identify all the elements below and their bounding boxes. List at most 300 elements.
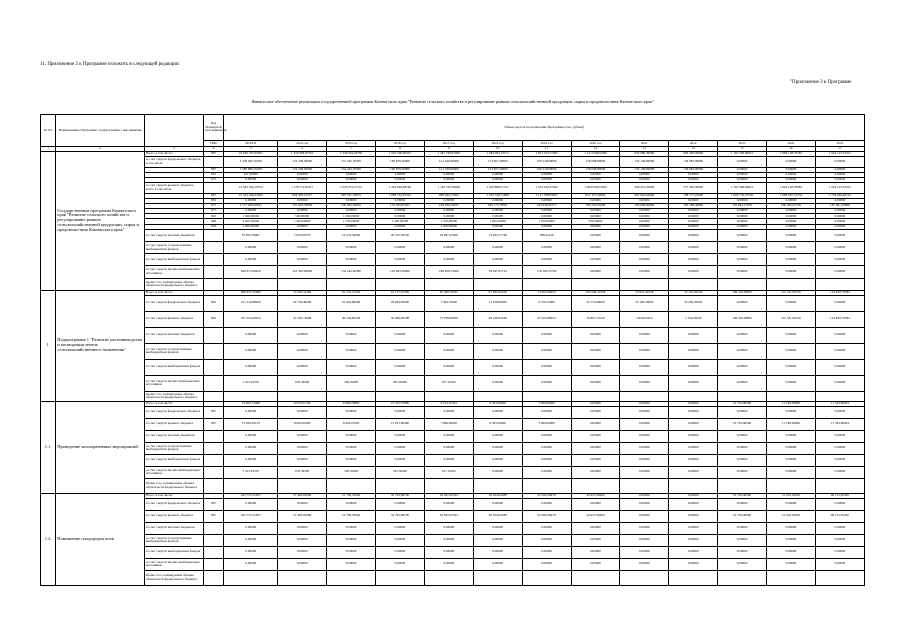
year-value: 0,00000	[815, 406, 864, 418]
year-value: 0,00000	[718, 498, 767, 510]
year-value: 196 608,60600	[620, 203, 669, 208]
total-value	[224, 391, 278, 401]
year-value: 0,00000	[376, 558, 425, 570]
year-value: 11 563,80624	[815, 418, 864, 430]
year-value: 199 518,60000	[522, 167, 571, 172]
year-value: 0,00000	[376, 534, 425, 546]
year-value: 1 700,00000	[522, 219, 571, 224]
year-value: 500,00000	[571, 219, 620, 224]
year-value: 0,00000	[620, 498, 669, 510]
year-value	[424, 478, 473, 493]
year-value: 0,00000	[718, 522, 767, 534]
year-value: 0,00000	[669, 454, 718, 466]
year-value	[718, 478, 767, 493]
year-value: 1 924 125,61612	[815, 183, 864, 193]
year-value: 0,00000	[718, 242, 767, 254]
year-value: 0,00000	[767, 534, 816, 546]
year-value: 0,00000	[571, 214, 620, 219]
table-row	[41, 343, 865, 359]
year-value: 0,00000	[522, 466, 571, 478]
year-value: 35 832,34558	[620, 290, 669, 295]
year-value	[767, 391, 816, 401]
year-value: 0,00000	[327, 242, 376, 254]
funding-source-label: за счет средств государственных внебюджетных фондов	[144, 442, 203, 454]
year-value: 50 832,45594	[424, 510, 473, 522]
year-value: 0,00000	[571, 327, 620, 343]
total-value: 76 855,18067	[224, 229, 278, 241]
year-value: 0,00000	[473, 172, 522, 177]
year-value: 1 763 309,96612	[718, 183, 767, 193]
year-value: 0,00000	[473, 430, 522, 442]
year-value: 0,00000	[669, 493, 718, 498]
year-value: 56 099,09788	[376, 311, 425, 327]
total-value: 0,00000	[224, 430, 278, 442]
table-row	[41, 570, 865, 585]
year-value: 526,35000	[327, 466, 376, 478]
year-value: 7 996,99926	[424, 418, 473, 430]
year-value: 0,00000	[620, 442, 669, 454]
total-value: 0,00000	[224, 454, 278, 466]
year-value: 0,00000	[473, 546, 522, 558]
year-value: 0,00000	[815, 327, 864, 343]
header-year: 2020 год	[571, 141, 620, 147]
year-value	[815, 391, 864, 401]
year-value: 180 175,79381	[473, 203, 522, 208]
year-value: 0,00000	[815, 266, 864, 278]
year-value: 154 242,46380	[327, 266, 376, 278]
year-value: 56 634,02288	[473, 493, 522, 498]
year-value	[522, 391, 571, 401]
year-value	[571, 391, 620, 401]
grbs-code	[203, 254, 223, 266]
year-value: 0,00000	[815, 546, 864, 558]
year-value: 932 080,30000	[620, 152, 669, 157]
year-value: 107,10435	[424, 466, 473, 478]
year-value: 0,00000	[522, 224, 571, 229]
year-value: 107,10435	[424, 375, 473, 391]
table-row	[41, 510, 865, 522]
table-row	[41, 442, 865, 454]
year-value: 33 196,30000	[620, 295, 669, 311]
year-value: 0,00000	[767, 229, 816, 241]
year-value: 0,00000	[620, 224, 669, 229]
year-value: 0,00000	[473, 254, 522, 266]
year-value	[473, 391, 522, 401]
year-value: 0,00000	[376, 442, 425, 454]
year-value: 0,00000	[718, 254, 767, 266]
year-value: 149 863,46650	[327, 203, 376, 208]
year-value: 1 200,00000	[473, 219, 522, 224]
year-value: 0,00000	[767, 558, 816, 570]
total-value: 0,00000	[224, 254, 278, 266]
year-value: 0,00000	[767, 522, 816, 534]
grbs-code	[203, 266, 223, 278]
year-value: 0,00000	[571, 266, 620, 278]
total-value: 74 662,74468	[224, 401, 278, 406]
year-value: 1 032 349,71868	[473, 193, 522, 198]
year-value	[620, 391, 669, 401]
header-year: 2023	[718, 141, 767, 147]
year-value: 1 333 342,47692	[522, 183, 571, 193]
year-value: 29 064,00000	[376, 295, 425, 311]
year-value: 0,00000	[767, 375, 816, 391]
year-value: 0,00000	[571, 522, 620, 534]
year-value: 0,00000	[571, 242, 620, 254]
year-value	[522, 570, 571, 585]
year-value: 0,00000	[473, 522, 522, 534]
year-value: 0,00000	[815, 242, 864, 254]
year-value: 0,00000	[473, 442, 522, 454]
year-value: 193 936,62777	[522, 203, 571, 208]
year-value: 1 020 215,27741	[327, 183, 376, 193]
year-value: 11 189,09960	[767, 401, 816, 406]
year-value: 0,00000	[767, 224, 816, 229]
year-value: 0,00000	[424, 498, 473, 510]
year-value: 0,00000	[669, 466, 718, 478]
year-value: 0,00000	[571, 172, 620, 177]
year-value: 58 447,91734	[473, 266, 522, 278]
year-value	[327, 391, 376, 401]
section-name: Проведение мелиоративных мероприятий	[56, 401, 145, 493]
year-value: 1 356,39526	[669, 311, 718, 327]
year-value: 0,00000	[767, 254, 816, 266]
year-value: 124 858,79584	[815, 290, 864, 295]
funding-source-label: за счет средств внебюджетных фондов	[144, 359, 203, 375]
year-value: 154 198,50000	[278, 167, 327, 172]
year-value: 0,00000	[424, 454, 473, 466]
year-value: 0,00000	[473, 534, 522, 546]
table-row	[41, 290, 865, 295]
year-value: 0,00000	[522, 375, 571, 391]
year-value: 0,00000	[669, 418, 718, 430]
year-value: 134 128,90000	[620, 167, 669, 172]
year-value: 303,59500	[376, 466, 425, 478]
annex-note: "Приложение 3 к Программе	[790, 80, 852, 85]
year-value: 35 434,80000	[327, 295, 376, 311]
year-value: 0,00000	[424, 209, 473, 214]
year-value: 0,00000	[815, 198, 864, 203]
year-value: 81 535,47429	[327, 290, 376, 295]
header-total: ВСЕГО	[224, 141, 278, 147]
year-value: 0,00000	[522, 327, 571, 343]
grbs-code	[203, 157, 223, 167]
total-value: 0,00000	[224, 242, 278, 254]
year-value: 0,00000	[718, 224, 767, 229]
year-value: 0,00000	[718, 406, 767, 418]
year-value: 0,00000	[424, 558, 473, 570]
table-row	[41, 229, 865, 241]
table-row	[41, 254, 865, 266]
year-value: 0,00000	[815, 343, 864, 359]
year-value: 1 261 664,08746	[376, 183, 425, 193]
year-value: 0,00000	[522, 359, 571, 375]
table-row	[41, 278, 865, 290]
table-row	[41, 546, 865, 558]
year-value	[767, 278, 816, 290]
header-spacer	[144, 115, 203, 147]
year-value: 0,00000	[718, 375, 767, 391]
year-value: 0,00000	[376, 359, 425, 375]
year-value: 0,00000	[424, 343, 473, 359]
year-value: 0,00000	[620, 522, 669, 534]
year-value: 0,00000	[522, 406, 571, 418]
year-value: 0,00000	[815, 295, 864, 311]
year-value: 0,00000	[718, 466, 767, 478]
year-value: 1 400,00000	[278, 219, 327, 224]
year-value: 0,00000	[327, 430, 376, 442]
year-value: 0,00000	[620, 229, 669, 241]
year-value: 0,00000	[571, 558, 620, 570]
year-value: 0,00000	[522, 522, 571, 534]
year-value: 0,00000	[669, 343, 718, 359]
year-value: 0,00000	[376, 343, 425, 359]
year-value	[669, 278, 718, 290]
grbs-code	[203, 478, 223, 493]
table-row	[41, 157, 865, 167]
year-value: 0,00000	[815, 558, 864, 570]
year-value: 60 131,02465	[815, 510, 864, 522]
year-value	[815, 278, 864, 290]
year-value: 0,00000	[620, 172, 669, 177]
year-value: 0,00000	[669, 522, 718, 534]
year-value: 0,00000	[620, 534, 669, 546]
year-value: 0,00000	[767, 343, 816, 359]
year-value: 0,00000	[620, 177, 669, 182]
year-value: 1 178 711,99117	[278, 183, 327, 193]
funding-source-label: за счет средств краевого бюджета	[144, 418, 203, 430]
year-value: 0,00000	[473, 177, 522, 182]
year-value: 0,00000	[669, 406, 718, 418]
grbs-code	[203, 359, 223, 375]
total-value: 0,00000	[224, 498, 278, 510]
year-value: 0,00000	[424, 172, 473, 177]
year-value: 0,00000	[571, 406, 620, 418]
year-value: 0,00000	[767, 430, 816, 442]
year-value: 21 799,79640	[327, 510, 376, 522]
grbs-code: 867	[203, 406, 223, 418]
grbs-code: 848	[203, 219, 223, 224]
year-value: 0,00000	[815, 454, 864, 466]
year-value: 0,00000	[327, 498, 376, 510]
year-value: 0,00000	[327, 534, 376, 546]
year-value: 0,00000	[620, 430, 669, 442]
year-value: 74 895,99950	[522, 290, 571, 295]
total-value: 0,00000	[224, 343, 278, 359]
year-value	[376, 570, 425, 585]
year-value: 388,41229	[522, 229, 571, 241]
total-value: 649 672,99450	[224, 266, 278, 278]
total-value: 0,00000	[224, 177, 278, 182]
year-value: 1 924 125,61612	[815, 152, 864, 157]
year-value: 1 192 509,96612	[718, 152, 767, 157]
year-value: 0,00000	[522, 177, 571, 182]
section-name: Подпрограмма 1 "Развитие растениеводства и мелиорации земель сельскохозяйственного назначения"	[56, 290, 145, 401]
year-value: 0,00000	[376, 522, 425, 534]
year-value: 0,00000	[669, 177, 718, 182]
year-value: 0,00000	[278, 198, 327, 203]
year-value: 0,00000	[424, 522, 473, 534]
funding-source-label: за счет средств краевого бюджета, всего, в том числе	[144, 183, 203, 193]
year-value: 6 305,00000	[473, 401, 522, 406]
year-value: 0,00000	[327, 198, 376, 203]
year-value: 0,00000	[815, 430, 864, 442]
column-number: 8	[376, 147, 425, 152]
year-value	[669, 570, 718, 585]
header-year: 2019 год	[522, 141, 571, 147]
table-row	[41, 391, 865, 401]
year-value: 51 010,30920	[767, 493, 816, 498]
column-number: 4	[203, 147, 223, 152]
year-value: 0,00000	[718, 534, 767, 546]
total-value: 0,00000	[224, 558, 278, 570]
section-number: 1.1.	[41, 401, 56, 493]
year-value: 0,00000	[473, 498, 522, 510]
year-value	[278, 478, 327, 493]
year-value	[278, 570, 327, 585]
year-value: 169 878,30000	[376, 167, 425, 172]
funding-source-label: за счет средств местных бюджетов	[144, 522, 203, 534]
table-row	[41, 534, 865, 546]
year-value: 0,00000	[669, 546, 718, 558]
funding-source-label: за счет средств прочих внебюджетных источников	[144, 266, 203, 278]
year-value: 24 734,40000	[278, 295, 327, 311]
year-value: 7 394,70000	[424, 295, 473, 311]
year-value: 0,00000	[424, 359, 473, 375]
year-value: 0,00000	[718, 214, 767, 219]
year-value: 0,00000	[473, 375, 522, 391]
year-value: 0,00000	[376, 209, 425, 214]
year-value: 0,00000	[669, 242, 718, 254]
year-value	[327, 478, 376, 493]
year-value: 0,00000	[620, 219, 669, 224]
year-value: 0,00000	[376, 254, 425, 266]
total-value: 0,00000	[224, 327, 278, 343]
grbs-code	[203, 278, 223, 290]
year-value: 0,00000	[571, 359, 620, 375]
year-value: 32 793,08700	[376, 493, 425, 498]
year-value: 0,00000	[669, 510, 718, 522]
year-value: 0,00000	[620, 198, 669, 203]
column-number: 12	[571, 147, 620, 152]
year-value: 0,00000	[571, 546, 620, 558]
year-value: 0,00000	[571, 418, 620, 430]
year-value: 173 607,20000	[473, 167, 522, 172]
year-value: 11 563,80624	[815, 401, 864, 406]
funding-source-label: за счет средств внебюджетных фондов	[144, 546, 203, 558]
year-value: 0,00000	[424, 534, 473, 546]
funding-source-label: Кроме того, планируемые объемы обязательств федерального бюджета	[144, 391, 203, 401]
funding-source-label: Всего, в том числе:	[144, 152, 203, 157]
column-number: 17	[815, 147, 864, 152]
year-value	[620, 478, 669, 493]
year-value: 55 705,40000	[718, 510, 767, 522]
year-value: 0,00000	[620, 466, 669, 478]
year-value: 0,00000	[669, 359, 718, 375]
grbs-code	[203, 546, 223, 558]
year-value: 41 094,38478	[522, 493, 571, 498]
header-code: Код бюджетной классификации	[203, 115, 223, 141]
year-value	[327, 278, 376, 290]
year-value: 10 752,00000	[718, 401, 767, 406]
total-value: 16 626 187,65047	[224, 152, 278, 157]
year-value: 1 736 664,40723	[815, 193, 864, 198]
year-value: 0,00000	[767, 172, 816, 177]
column-number: 16	[767, 147, 816, 152]
year-value: 0,00000	[767, 327, 816, 343]
year-value: 60 131,02465	[815, 493, 864, 498]
funding-source-label: за счет средств прочих внебюджетных источников	[144, 558, 203, 570]
year-value: 0,00000	[669, 558, 718, 570]
table-row	[41, 493, 865, 498]
year-value: 112 541,69720	[767, 311, 816, 327]
year-value: 0,00000	[571, 198, 620, 203]
funding-source-label: за счет средств местных бюджетов	[144, 327, 203, 343]
total-value: 0,00000	[224, 546, 278, 558]
year-value: 0,00000	[718, 442, 767, 454]
grbs-code	[203, 522, 223, 534]
year-value: 0,00000	[522, 442, 571, 454]
column-number: 11	[522, 147, 571, 152]
table-row	[41, 401, 865, 406]
header-year: 2021	[620, 141, 669, 147]
total-value: 1 586 869,70200	[224, 167, 278, 172]
year-value: 0,00000	[278, 327, 327, 343]
year-value: 0,00000	[767, 177, 816, 182]
year-value: 1 481 728,97006	[424, 152, 473, 157]
year-value	[376, 391, 425, 401]
section-name: Государственная программа Камчатского края "Развитие сельского хозяйства и регулирование рынков сельскохозяйственной продукции, сырья и продовольствия Камчатского края"	[56, 152, 145, 291]
table-row	[41, 359, 865, 375]
year-value: 0,00000	[571, 177, 620, 182]
funding-source-label: за счет средств внебюджетных фондов	[144, 254, 203, 266]
total-value: 3 258 300,70200	[224, 157, 278, 167]
year-value: 188 503,03286	[571, 203, 620, 208]
year-value: 0,00000	[669, 266, 718, 278]
year-value: 0,00000	[718, 229, 767, 241]
total-value	[224, 478, 278, 493]
grbs-code	[203, 442, 223, 454]
year-value: 6 305,00000	[473, 418, 522, 430]
year-value: 5 999,99969	[522, 418, 571, 430]
year-value: 0,00000	[620, 242, 669, 254]
year-value: 27 493,95080	[278, 493, 327, 498]
year-value: 1 669 967,74734	[767, 193, 816, 198]
year-value: 0,00000	[815, 359, 864, 375]
year-value: 0,00000	[376, 198, 425, 203]
year-value: 0,00000	[522, 558, 571, 570]
year-value: 0,00000	[376, 546, 425, 558]
table-row	[41, 430, 865, 442]
year-value: 0,00000	[424, 254, 473, 266]
grbs-code	[203, 391, 223, 401]
year-value: 1 200,00000	[376, 219, 425, 224]
year-value: 169 878,30000	[376, 157, 425, 167]
funding-source-label: за счет средств федерального бюджета	[144, 498, 203, 510]
year-value: 0,00000	[669, 209, 718, 214]
funding-source-label: за счет средств краевого бюджета	[144, 311, 203, 327]
year-value: 0,00000	[767, 406, 816, 418]
grbs-code: 867	[203, 152, 223, 157]
year-value: 0,00000	[718, 219, 767, 224]
year-value: 0,00000	[571, 224, 620, 229]
header-grbs: ГРБС	[203, 141, 223, 147]
year-value: 0,00000	[473, 558, 522, 570]
total-value: 12 323 540,24560	[224, 193, 278, 198]
total-value: 990 837,32099	[224, 290, 278, 295]
grbs-code	[203, 534, 223, 546]
year-value: 958 393,21317	[278, 193, 327, 198]
year-value: 0,00000	[473, 224, 522, 229]
